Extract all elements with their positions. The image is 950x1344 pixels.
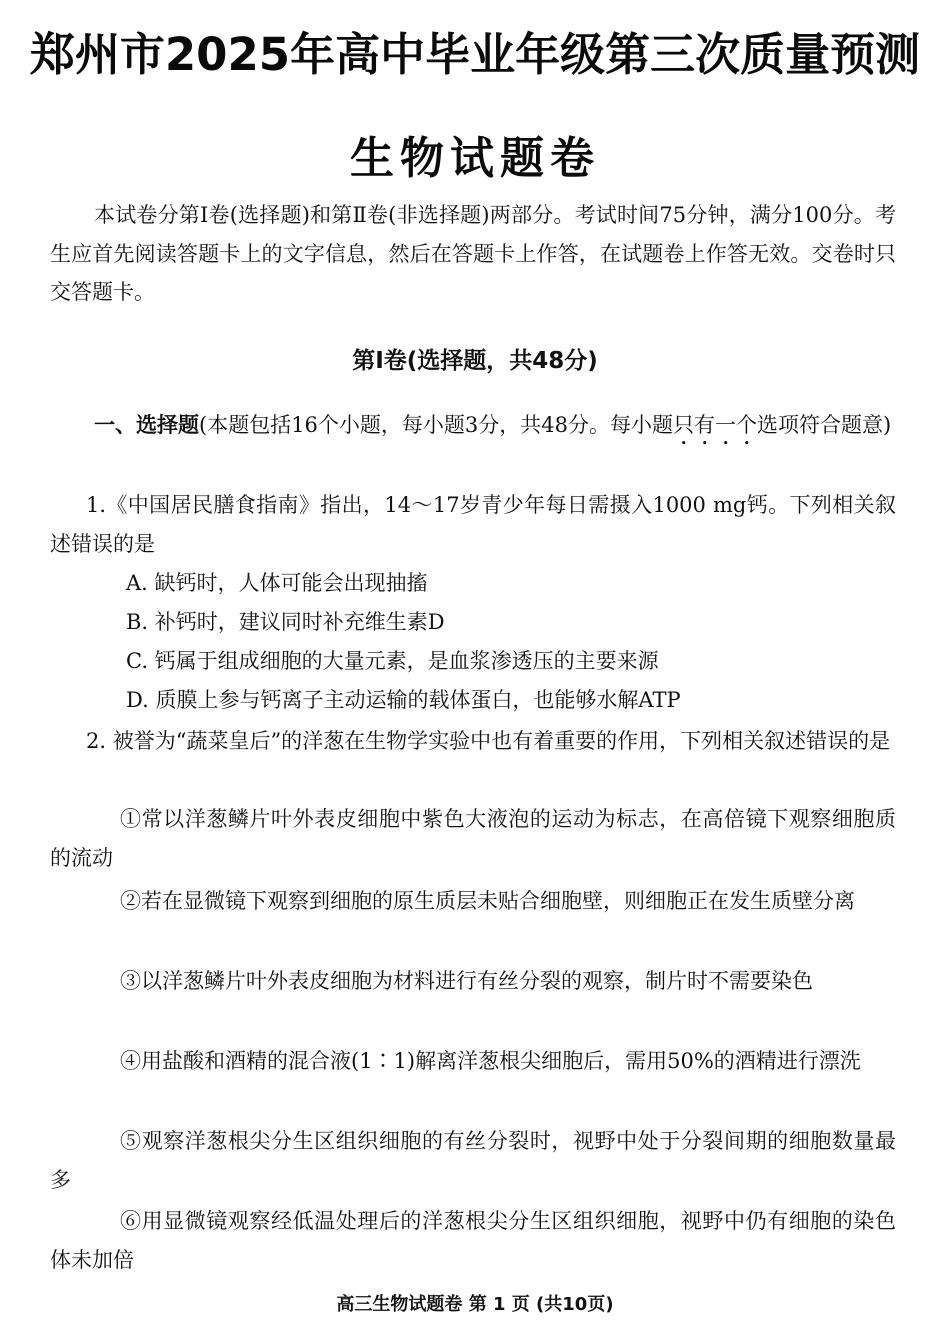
question-1-option-a: A. 缺钙时，人体可能会出现抽搐 — [126, 571, 428, 595]
instruction-lead: 一、选择题 — [94, 413, 199, 437]
section-instruction — [50, 406, 896, 450]
section-title: 第Ⅰ卷(选择题，共48分) — [352, 348, 598, 374]
instruction-emphasis: 只有一个 — [673, 413, 757, 437]
instruction-text-end: 选项符合题意) — [757, 413, 892, 437]
footer-total-pages: (共10页) — [536, 1294, 614, 1315]
instruction-text: (本题包括16个小题，每小题3分，共48分。每小题 — [199, 413, 673, 437]
exam-subtitle: 生物试题卷 — [350, 133, 600, 184]
question-1-stem: 1.《中国居民膳食指南》指出，14～17岁青少年每日需摄入1000 mg钙。下列相关叙述错误的是 — [50, 493, 896, 556]
question-2-statement-5: ⑤观察洋葱根尖分生区组织细胞的有丝分裂时，视野中处于分裂间期的细胞数量最多 — [50, 1129, 896, 1192]
question-2-statement-4: ④用盐酸和酒精的混合液(1∶1)解离洋葱根尖细胞后，需用50%的酒精进行漂洗 — [120, 1049, 861, 1073]
footer-page-number: 第 1 页 — [468, 1294, 530, 1315]
question-2-statement-6: ⑥用显微镜观察经低温处理后的洋葱根尖分生区组织细胞，视野中仍有细胞的染色体未加倍 — [50, 1209, 896, 1272]
question-1-option-b: B. 补钙时，建议同时补充维生素D — [126, 610, 445, 634]
question-2-statement-3: ③以洋葱鳞片叶外表皮细胞为材料进行有丝分裂的观察，制片时不需要染色 — [120, 969, 813, 993]
question-1-option-d: D. 质膜上参与钙离子主动运输的载体蛋白，也能够水解ATP — [126, 688, 681, 712]
question-2-stem: 2. 被誉为“蔬菜皇后”的洋葱在生物学实验中也有着重要的作用，下列相关叙述错误的是 — [86, 729, 891, 753]
question-2-statement-1: ①常以洋葱鳞片叶外表皮细胞中紫色大液泡的运动为标志，在高倍镜下观察细胞质的流动 — [50, 807, 896, 870]
page-footer — [0, 1290, 950, 1316]
exam-title: 郑州市2025年高中毕业年级第三次质量预测 — [29, 28, 921, 81]
question-2-statement-2: ②若在显微镜下观察到细胞的原生质层未贴合细胞壁，则细胞正在发生质壁分离 — [120, 889, 855, 913]
exam-intro: 本试卷分第Ⅰ卷(选择题)和第Ⅱ卷(非选择题)两部分。考试时间75分钟，满分100分。考生应首先阅读答题卡上的文字信息，然后在答题卡上作答，在试题卷上作答无效。交卷时只交答题卡。 — [50, 203, 896, 304]
question-1-option-c: C. 钙属于组成细胞的大量元素，是血浆渗透压的主要来源 — [126, 649, 659, 673]
footer-prefix: 高三生物试题卷 — [336, 1294, 463, 1315]
